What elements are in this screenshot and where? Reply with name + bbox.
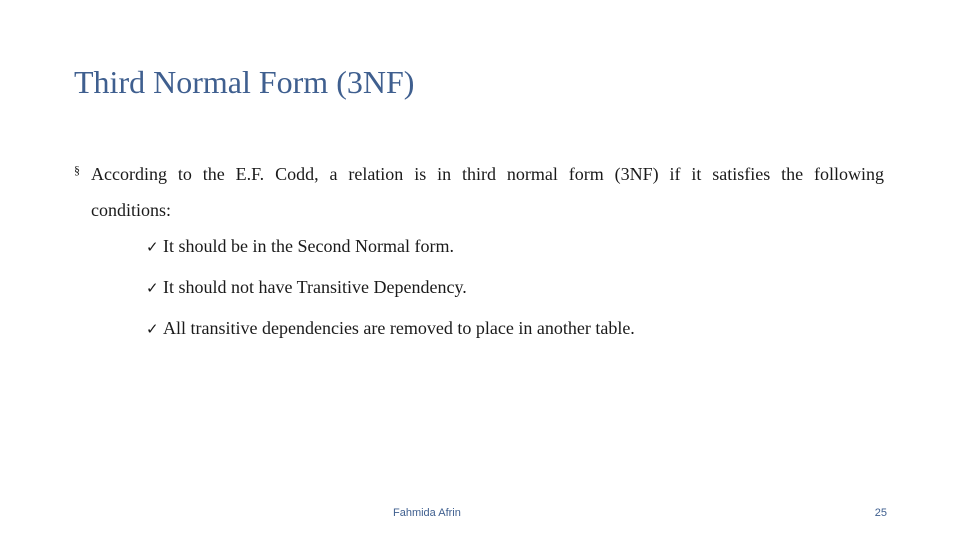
conditions-list [146,228,635,351]
checkmark-icon: ✓ [146,238,159,256]
square-bullet-icon: § [74,163,80,177]
condition-item [146,310,635,351]
main-bullet-point [74,156,884,228]
page-number: 25 [874,507,887,519]
slide-title: Third Normal Form (3NF) [74,64,415,100]
checkmark-icon: ✓ [146,279,159,297]
footer-author: Fahmida Afrin [393,507,461,519]
condition-text: It should be in the Second Normal form. [163,236,454,256]
condition-text: It should not have Transitive Dependency. [163,277,467,297]
bullet-text: According to the E.F. Codd, a relation is in third normal form (3NF) if it satisfies the following conditions: [91,164,884,220]
condition-item [146,269,635,310]
condition-item [146,228,635,269]
checkmark-icon: ✓ [146,320,159,338]
condition-text: All transitive dependencies are removed to place in another table. [163,318,635,338]
